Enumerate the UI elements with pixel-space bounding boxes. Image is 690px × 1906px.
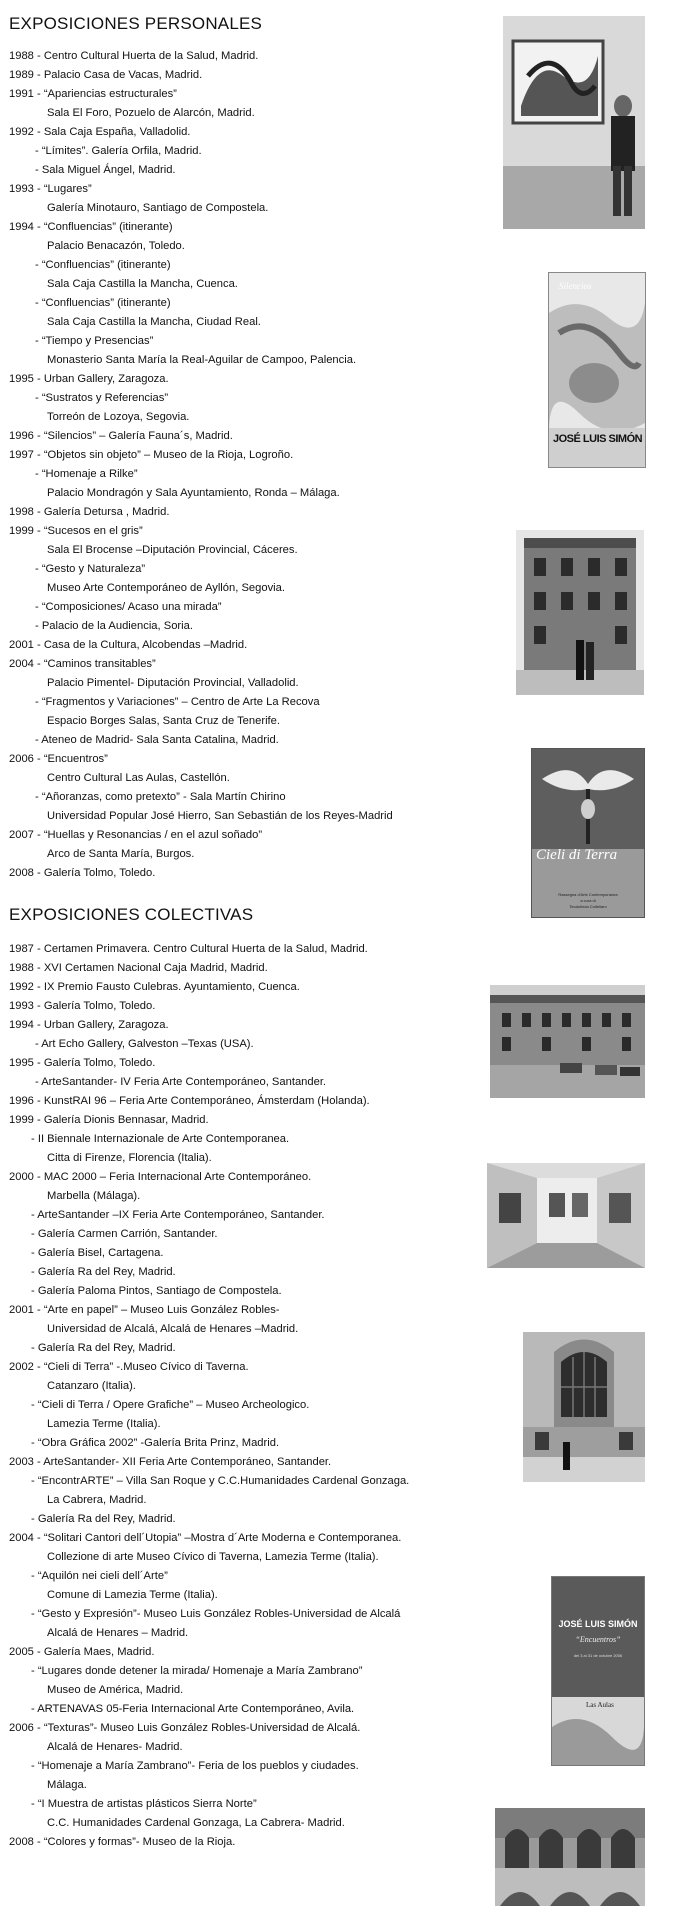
collective-exhibition-entry: La Cabrera, Madrid. — [47, 1494, 147, 1506]
collective-exhibition-entry: 2005 - Galería Maes, Madrid. — [9, 1646, 155, 1658]
personal-exhibition-entry: 1997 - “Objetos sin objeto” – Museo de la Rioja, Logroño. — [9, 449, 294, 461]
poster-cieli-title: Cieli di Terra — [536, 847, 618, 863]
personal-exhibition-entry: - Sala Miguel Ángel, Madrid. — [35, 164, 176, 176]
photo-museum-facade — [523, 1332, 645, 1482]
personal-exhibition-entry: 2004 - “Caminos transitables” — [9, 658, 156, 670]
poster-silencios — [548, 272, 646, 468]
personal-exhibition-entry: - “Fragmentos y Variaciones” – Centro de Arte La Recova — [35, 696, 320, 708]
personal-exhibition-entry: Galería Minotauro, Santiago de Compostela. — [47, 202, 269, 214]
poster-silencios-title: Silencios — [559, 281, 592, 291]
personal-exhibition-entry: - “Composiciones/ Acaso una mirada” — [35, 601, 222, 613]
collective-exhibition-entry: 2004 - “Solitari Cantori dell´Utopia” –Mostra d´Arte Moderna e Contemporanea. — [9, 1532, 402, 1544]
collective-exhibition-entry: - “Aquilón nei cieli dell´Arte” — [31, 1570, 168, 1582]
collective-exhibition-entry: 2008 - “Colores y formas”- Museo de la Rioja. — [9, 1836, 236, 1848]
collective-exhibition-entry: - “I Muestra de artistas plásticos Sierra Norte” — [31, 1798, 257, 1810]
personal-exhibition-entry: 1999 - “Sucesos en el gris” — [9, 525, 143, 537]
collective-exhibition-entry: - Galería Paloma Pintos, Santiago de Compostela. — [31, 1285, 282, 1297]
collective-exhibition-entry: Collezione di arte Museo Cívico di Taverna, Lamezia Terme (Italia). — [47, 1551, 379, 1563]
collective-exhibition-entry: Marbella (Málaga). — [47, 1190, 141, 1202]
collective-exhibition-entry: - ARTENAVAS 05-Feria Internacional Arte Contemporáneo, Avila. — [31, 1703, 355, 1715]
personal-exhibition-entry: Palacio Pimentel- Diputación Provincial, Valladolid. — [47, 677, 299, 689]
personal-exhibition-entry: 1991 - “Apariencias estructurales” — [9, 88, 177, 100]
collective-exhibition-entry: 1995 - Galería Tolmo, Toledo. — [9, 1057, 156, 1069]
collective-exhibition-entry: - ArteSantander- IV Feria Arte Contemporáneo, Santander. — [35, 1076, 327, 1088]
poster-encuentros-title: “Encuentros” — [575, 1635, 621, 1644]
personal-exhibition-entry: 1993 - “Lugares” — [9, 183, 92, 195]
photo-street-building — [490, 985, 645, 1098]
personal-exhibition-entry: - “Añoranzas, como pretexto” - Sala Martín Chirino — [35, 791, 286, 803]
personal-exhibition-entry: 2006 - “Encuentros” — [9, 753, 108, 765]
personal-exhibition-entry: - “Confluencias” (itinerante) — [35, 259, 171, 271]
personal-exhibition-entry: 1996 - “Silencios” – Galería Fauna´s, Madrid. — [9, 430, 233, 442]
collective-exhibition-entry: 2001 - “Arte en papel” – Museo Luis González Robles- — [9, 1304, 280, 1316]
collective-exhibition-entry: - “EncontrARTE” – Villa San Roque y C.C.Humanidades Cardenal Gonzaga. — [31, 1475, 410, 1487]
collective-exhibition-entry: - Galería Ra del Rey, Madrid. — [31, 1513, 176, 1525]
collective-exhibition-entry: 1988 - XVI Certamen Nacional Caja Madrid, Madrid. — [9, 962, 268, 974]
personal-exhibition-entry: 2008 - Galería Tolmo, Toledo. — [9, 867, 156, 879]
collective-exhibition-entry: - Galería Ra del Rey, Madrid. — [31, 1266, 176, 1278]
collective-exhibition-entry: 2000 - MAC 2000 – Feria Internacional Arte Contemporáneo. — [9, 1171, 312, 1183]
personal-exhibition-entry: Sala El Foro, Pozuelo de Alarcón, Madrid. — [47, 107, 255, 119]
personal-exhibition-entry: 1989 - Palacio Casa de Vacas, Madrid. — [9, 69, 203, 81]
collective-exhibition-entry: - II Biennale Internazionale de Arte Contemporanea. — [31, 1133, 290, 1145]
personal-exhibition-entry: Sala Caja Castilla la Mancha, Cuenca. — [47, 278, 238, 290]
personal-exhibition-entry: - Ateneo de Madrid- Sala Santa Catalina, Madrid. — [35, 734, 279, 746]
collective-exhibition-entry: Comune di Lamezia Terme (Italia). — [47, 1589, 218, 1601]
personal-exhibition-entry: - Palacio de la Audiencia, Soria. — [35, 620, 193, 632]
personal-exhibition-entry: Arco de Santa María, Burgos. — [47, 848, 195, 860]
personal-exhibition-entry: 1994 - “Confluencias” (itinerante) — [9, 221, 173, 233]
personal-exhibition-entry: Palacio Mondragón y Sala Ayuntamiento, Ronda – Málaga. — [47, 487, 340, 499]
poster-cieli-caption-1: Rassegna d'Arte Contemporanea — [558, 892, 618, 897]
personal-exhibition-entry: Monasterio Santa María la Real-Aguilar de Campoo, Palencia. — [47, 354, 357, 366]
collective-exhibition-entry: - Galería Ra del Rey, Madrid. — [31, 1342, 176, 1354]
collective-exhibition-entry: 2003 - ArteSantander- XII Feria Arte Contemporáneo, Santander. — [9, 1456, 332, 1468]
personal-exhibition-entry: 1998 - Galería Detursa , Madrid. — [9, 506, 170, 518]
collective-exhibition-entry: 1999 - Galería Dionis Bennasar, Madrid. — [9, 1114, 209, 1126]
photo-cloister-arcade — [495, 1808, 645, 1906]
collective-exhibition-entry: Málaga. — [47, 1779, 87, 1791]
collective-exhibition-entry: - Galería Carmen Carrión, Santander. — [31, 1228, 218, 1240]
collective-exhibition-entry: - Galería Bisel, Cartagena. — [31, 1247, 164, 1259]
collective-exhibitions-list — [9, 940, 409, 1852]
personal-exhibition-entry: 2007 - “Huellas y Resonancias / en el azul soñado” — [9, 829, 263, 841]
photo-gallery-interior — [487, 1163, 645, 1268]
personal-exhibition-entry: 1995 - Urban Gallery, Zaragoza. — [9, 373, 169, 385]
collective-exhibition-entry: Alcalá de Henares- Madrid. — [47, 1741, 183, 1753]
personal-exhibition-entry: - “Gesto y Naturaleza” — [35, 563, 146, 575]
collective-exhibition-entry: - “Lugares donde detener la mirada/ Homenaje a María Zambrano” — [31, 1665, 363, 1677]
poster-encuentros-dates: del 3 al 31 de octubre 2006 — [573, 1653, 623, 1658]
collective-exhibition-entry: Lamezia Terme (Italia). — [47, 1418, 161, 1430]
poster-encuentros — [551, 1576, 645, 1766]
collective-exhibition-entry: Alcalá de Henares – Madrid. — [47, 1627, 189, 1639]
personal-exhibition-entry: Museo Arte Contemporáneo de Ayllón, Segovia. — [47, 582, 285, 594]
collective-exhibition-entry: 1993 - Galería Tolmo, Toledo. — [9, 1000, 156, 1012]
personal-exhibition-entry: - “Límites”. Galería Orfila, Madrid. — [35, 145, 202, 157]
personal-exhibition-entry: 1992 - Sala Caja España, Valladolid. — [9, 126, 191, 138]
collective-exhibition-entry: 1992 - IX Premio Fausto Culebras. Ayuntamiento, Cuenca. — [9, 981, 300, 993]
personal-exhibition-entry: 1988 - Centro Cultural Huerta de la Salud, Madrid. — [9, 50, 259, 62]
personal-exhibition-entry: Palacio Benacazón, Toledo. — [47, 240, 185, 252]
poster-encuentros-artist: JOSÉ LUIS SIMÓN — [558, 1619, 638, 1629]
poster-silencios-artist: JOSÉ LUIS SIMÓN — [553, 433, 643, 445]
poster-cieli-caption-3: Teodolinda Coltellaro — [569, 904, 607, 909]
collective-exhibition-entry: - ArteSantander –IX Feria Arte Contemporáneo, Santander. — [31, 1209, 325, 1221]
collective-exhibition-entry: Universidad de Alcalá, Alcalá de Henares –Madrid. — [47, 1323, 299, 1335]
collective-exhibition-entry: 1994 - Urban Gallery, Zaragoza. — [9, 1019, 169, 1031]
personal-exhibition-entry: Sala Caja Castilla la Mancha, Ciudad Real. — [47, 316, 261, 328]
personal-exhibition-entry: - “Homenaje a Rilke” — [35, 468, 138, 480]
personal-exhibition-entry: Espacio Borges Salas, Santa Cruz de Tenerife. — [47, 715, 280, 727]
photo-palace-facade-people — [516, 530, 644, 695]
collective-exhibition-entry: 2006 - “Texturas”- Museo Luis González Robles-Universidad de Alcalá. — [9, 1722, 361, 1734]
personal-exhibition-entry: - “Confluencias” (itinerante) — [35, 297, 171, 309]
collective-exhibition-entry: Catanzaro (Italia). — [47, 1380, 136, 1392]
collective-exhibition-entry: 1996 - KunstRAI 96 – Feria Arte Contemporáneo, Ámsterdam (Holanda). — [9, 1095, 370, 1107]
collective-exhibitions-heading: EXPOSICIONES COLECTIVAS — [9, 905, 254, 924]
photo-artist-viewing-painting — [503, 16, 645, 229]
personal-exhibition-entry: Universidad Popular José Hierro, San Sebastián de los Reyes-Madrid — [47, 810, 393, 822]
collective-exhibition-entry: - Art Echo Gallery, Galveston –Texas (USA). — [35, 1038, 254, 1050]
collective-exhibition-entry: Museo de América, Madrid. — [47, 1684, 184, 1696]
personal-exhibitions-list — [9, 47, 409, 883]
poster-cieli-caption-2: a cura di — [580, 898, 596, 903]
collective-exhibition-entry: C.C. Humanidades Cardenal Gonzaga, La Cabrera- Madrid. — [47, 1817, 345, 1829]
personal-exhibitions-heading: EXPOSICIONES PERSONALES — [9, 14, 263, 33]
personal-exhibition-entry: Torreón de Lozoya, Segovia. — [47, 411, 190, 423]
collective-exhibition-entry: 1987 - Certamen Primavera. Centro Cultural Huerta de la Salud, Madrid. — [9, 943, 368, 955]
collective-exhibition-entry: - “Cieli di Terra / Opere Grafiche” – Museo Archeologico. — [31, 1399, 310, 1411]
collective-exhibition-entry: 2002 - “Cieli di Terra” -.Museo Cívico di Taverna. — [9, 1361, 249, 1373]
personal-exhibition-entry: Centro Cultural Las Aulas, Castellón. — [47, 772, 230, 784]
poster-encuentros-venue: Las Aulas — [586, 1701, 614, 1709]
personal-exhibition-entry: Sala El Brocense –Diputación Provincial, Cáceres. — [47, 544, 298, 556]
collective-exhibition-entry: - “Homenaje a María Zambrano”- Feria de los pueblos y ciudades. — [31, 1760, 359, 1772]
personal-exhibition-entry: 2001 - Casa de la Cultura, Alcobendas –Madrid. — [9, 639, 248, 651]
collective-exhibition-entry: - “Gesto y Expresión”- Museo Luis González Robles-Universidad de Alcalá — [31, 1608, 401, 1620]
personal-exhibition-entry: - “Sustratos y Referencias” — [35, 392, 169, 404]
collective-exhibition-entry: - “Obra Gráfica 2002” -Galería Brita Prinz, Madrid. — [31, 1437, 280, 1449]
personal-exhibition-entry: - “Tiempo y Presencias” — [35, 335, 154, 347]
collective-exhibition-entry: Citta di Firenze, Florencia (Italia). — [47, 1152, 212, 1164]
poster-cieli-di-terra — [531, 748, 645, 918]
